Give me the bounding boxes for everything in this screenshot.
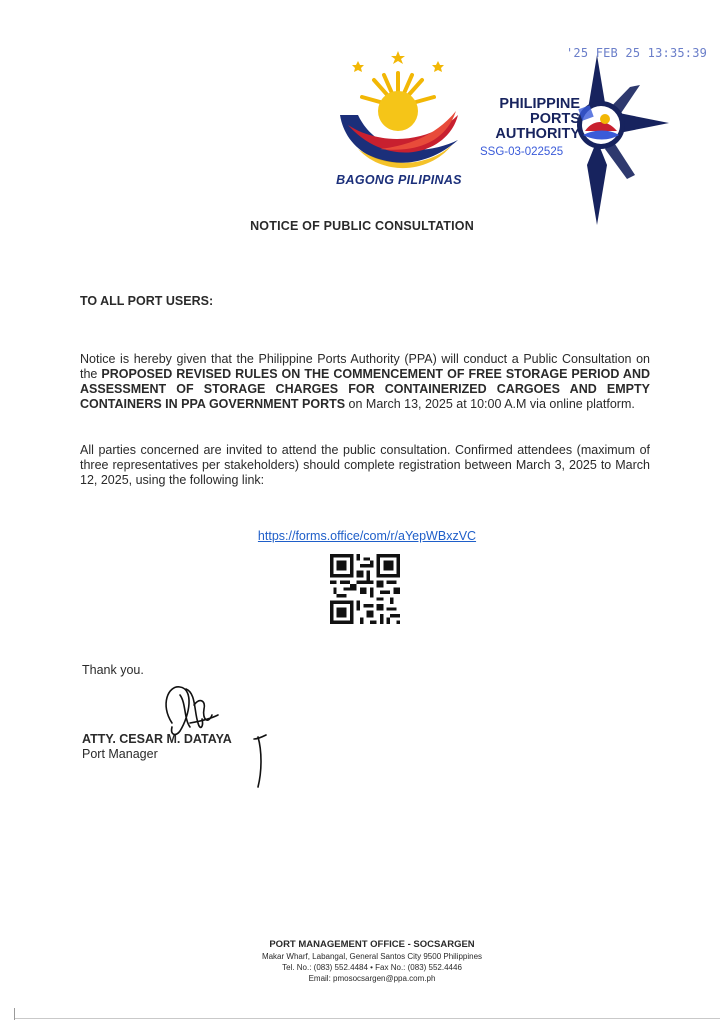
- registration-link[interactable]: https://forms.office/com/r/aYepWBxzVC: [257, 529, 477, 543]
- footer-address: Makar Wharf, Labangal, General Santos City 9500 Philippines: [261, 952, 483, 961]
- ppa-agency-name: [462, 97, 580, 142]
- footer-phones: Tel. No.: (083) 552.4484 • Fax No.: (083) 552.4446: [282, 963, 462, 972]
- signature-mark: [150, 675, 290, 795]
- notice-paragraph-1: [80, 352, 650, 412]
- ppa-name-line-3: AUTHORITY: [495, 126, 580, 142]
- paragraph-1-intro: Notice is hereby given that the Philippine Ports Authority (PPA) will conduct a Public Consultation on the: [80, 352, 650, 381]
- notice-paragraph-2: All parties concerned are invited to attend the public consultation. Confirmed attendees (maximum of three representatives per stakeholders) should complete registration between March 3, 2025 to March 12, 2025, using the following link:: [80, 443, 650, 487]
- page-edge-tick: [14, 1008, 15, 1020]
- page-edge-line: [14, 1018, 720, 1019]
- letter-footer: [0, 938, 724, 984]
- footer-email: Email: pmosocsargen@ppa.com.ph: [308, 974, 436, 983]
- notice-title: NOTICE OF PUBLIC CONSULTATION: [250, 219, 474, 233]
- salutation: TO ALL PORT USERS:: [80, 294, 214, 308]
- ppa-name-line-1: PHILIPPINE: [499, 96, 580, 112]
- closing-text: Thank you.: [82, 663, 144, 677]
- receiving-stamp-ref: SSG-03-022525: [480, 146, 564, 158]
- bagong-pilipinas-caption: BAGONG PILIPINAS: [336, 173, 462, 187]
- signatory-name: ATTY. CESAR M. DATAYA: [82, 732, 232, 746]
- qr-code-icon[interactable]: [330, 554, 400, 624]
- footer-office: PORT MANAGEMENT OFFICE - SOCSARGEN: [269, 939, 475, 950]
- receiving-stamp-datetime: '25 FEB 25 13:35:39: [566, 46, 708, 60]
- signatory-title: Port Manager: [82, 747, 158, 761]
- consultation-subject: PROPOSED REVISED RULES ON THE COMMENCEMENT OF FREE STORAGE PERIOD AND ASSESSMENT OF STORAGE CHARGES FOR CONTAINERIZED CARGOES AND EMPTY CONTAINERS IN PPA GOVERNMENT PORTS: [80, 367, 650, 411]
- paragraph-1-outro: on March 13, 2025 at 10:00 A.M via online platform.: [345, 397, 635, 411]
- ppa-name-line-2: PORTS: [530, 111, 580, 127]
